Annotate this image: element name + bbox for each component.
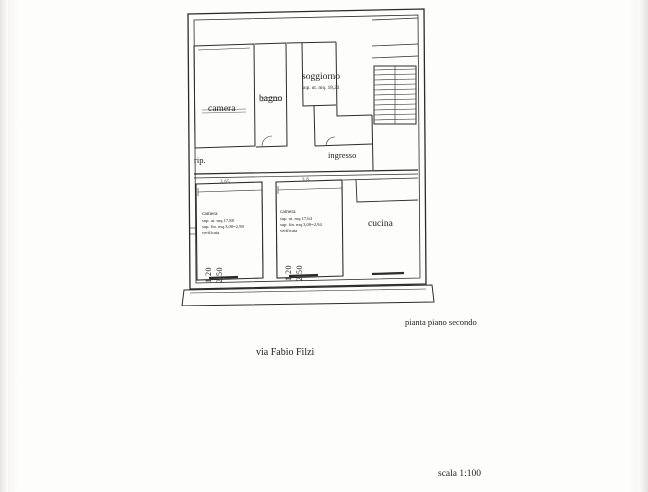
camera-center-window-area: sup. fin. mq.3,00=2,94 bbox=[280, 222, 322, 227]
soggiorno-area: sup. ut. mq. 18,23 bbox=[302, 85, 340, 91]
page-left-shading bbox=[0, 0, 8, 492]
room-label-soggiorno: soggiorno bbox=[302, 72, 340, 82]
camera-center-window-height: 2,50 bbox=[295, 265, 304, 281]
camera-center-window-width: 1,20 bbox=[284, 265, 293, 281]
camera-center-verified: verificata bbox=[280, 228, 298, 233]
dimension-left: 3,65 bbox=[220, 180, 230, 185]
room-label-camera-top-left: camera bbox=[208, 104, 236, 114]
camera-left-window-area: sup. fin. mq.3,00=2,98 bbox=[202, 224, 244, 229]
plan-title-caption: pianta piano secondo bbox=[405, 317, 477, 327]
scale-caption: scala 1:100 bbox=[438, 469, 482, 479]
room-label-camera-left: camera bbox=[202, 211, 218, 217]
camera-left-window-height: 2,50 bbox=[215, 267, 224, 283]
page-right-shading bbox=[638, 0, 648, 492]
room-label-ingresso: ingresso bbox=[328, 150, 357, 160]
room-label-camera-center: camera bbox=[280, 209, 296, 215]
floor-plan-svg bbox=[176, 6, 466, 306]
room-label-bagno: bagno bbox=[259, 94, 283, 104]
room-label-rip: rip. bbox=[194, 155, 206, 165]
room-label-cucina: cucina bbox=[368, 219, 393, 229]
floor-plan-drawing bbox=[176, 6, 466, 306]
camera-left-verified: verificata bbox=[202, 230, 220, 235]
camera-left-window-width: 1,20 bbox=[204, 267, 213, 283]
camera-center-area: sup. ut. mq.17,64 bbox=[280, 216, 312, 221]
camera-left-area: sup. ut. mq.17,88 bbox=[202, 218, 234, 223]
dimension-center: 3,6 bbox=[302, 178, 310, 183]
street-name-caption: via Fabio Filzi bbox=[256, 347, 315, 358]
